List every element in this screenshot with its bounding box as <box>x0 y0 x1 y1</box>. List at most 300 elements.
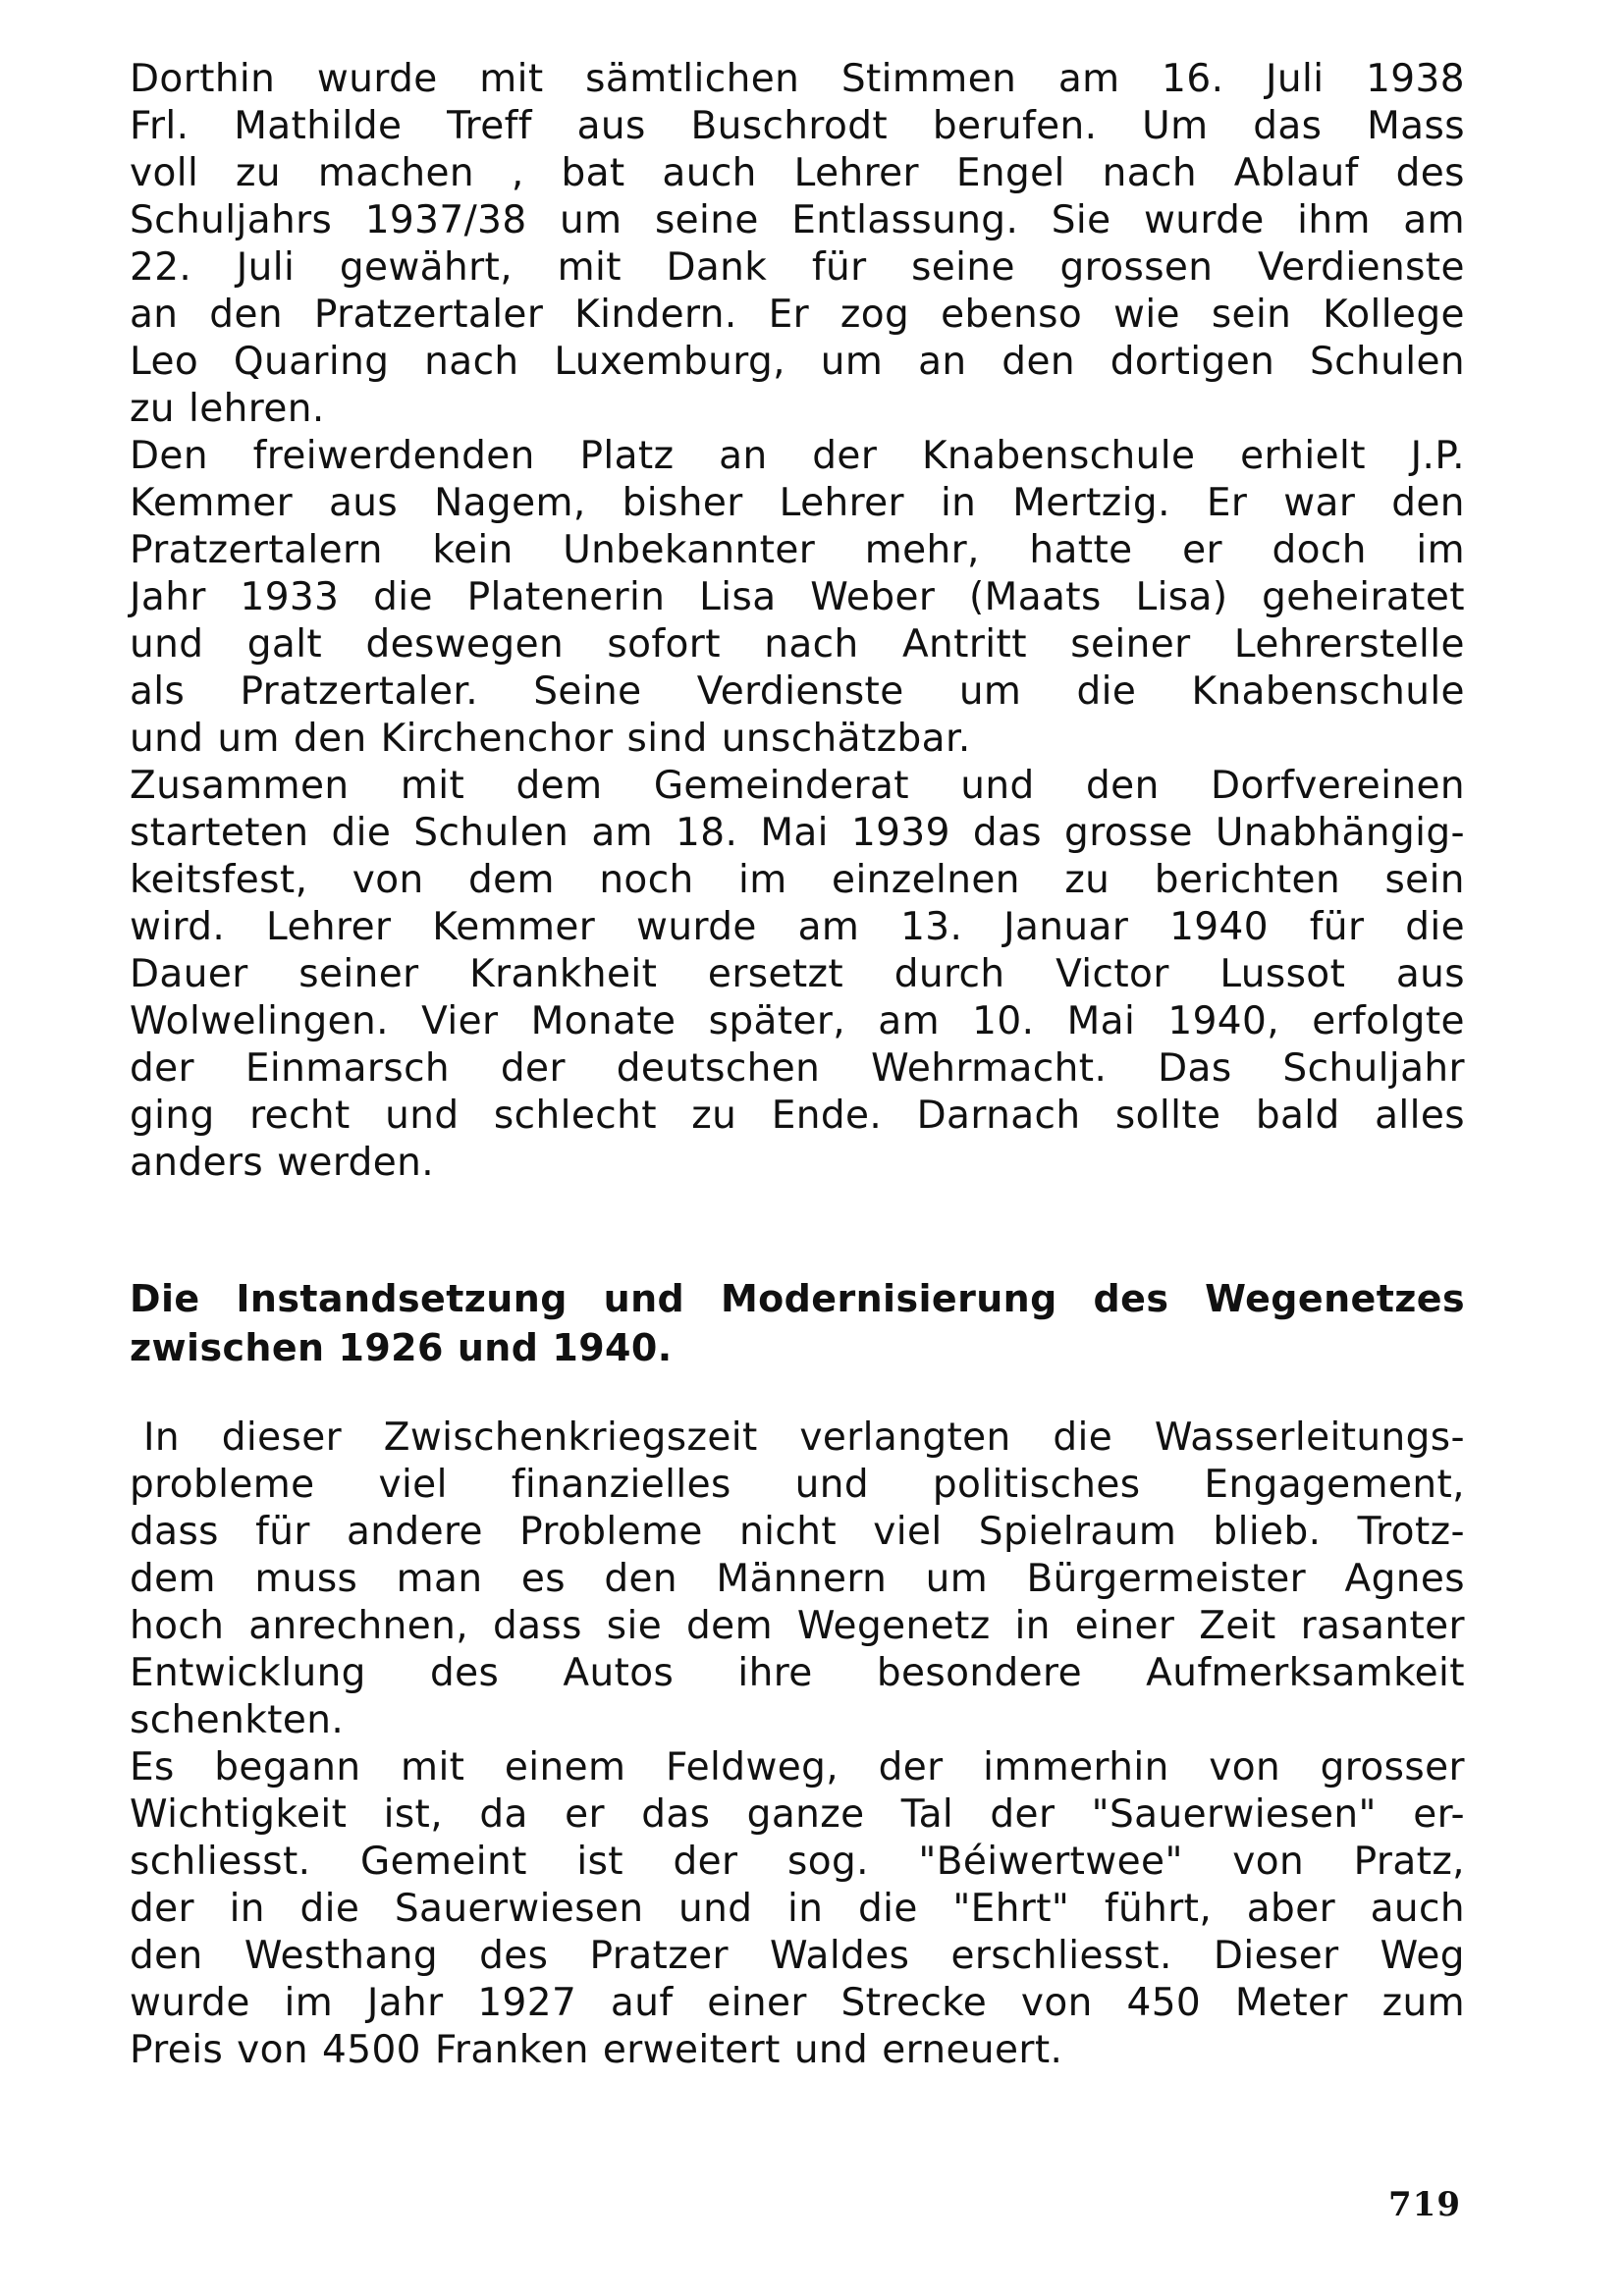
word: zum <box>1381 1981 1465 2025</box>
word: um <box>925 1557 989 1601</box>
word: Er <box>1206 481 1248 525</box>
word: die <box>1405 905 1465 949</box>
word: bat <box>561 151 625 195</box>
word: zu <box>236 151 282 195</box>
word: Weber <box>810 575 936 619</box>
word: 16. <box>1162 57 1224 101</box>
word: seine <box>654 198 759 242</box>
word: Lisa) <box>1135 575 1228 619</box>
word: wurde <box>1143 198 1265 242</box>
word: Wasserleitungs- <box>1154 1415 1465 1460</box>
word: viel <box>378 1463 448 1507</box>
word: starteten <box>130 811 309 855</box>
section-heading <box>130 1274 1465 1372</box>
word: aus <box>576 104 646 148</box>
word: seiner <box>298 952 419 996</box>
word: 4500 <box>322 2028 421 2072</box>
word: der <box>130 1887 194 1931</box>
word: Autos <box>563 1651 675 1695</box>
word: Feldweg, <box>665 1745 839 1789</box>
word: immerhin <box>983 1745 1169 1789</box>
word: Spielraum <box>978 1510 1177 1554</box>
word: Schuljahr <box>1282 1046 1465 1091</box>
word: Schulen <box>1310 340 1465 384</box>
word: Verdienste <box>1257 245 1465 290</box>
word: Monate <box>530 999 677 1043</box>
word: recht <box>249 1094 351 1138</box>
word: den <box>1086 764 1160 808</box>
text-line <box>130 951 1465 998</box>
word: Schuljahrs <box>130 198 333 242</box>
text-line <box>130 1650 1465 1697</box>
page-number: 719 <box>1388 2185 1461 2224</box>
text-line <box>130 527 1465 574</box>
word: berufen. <box>932 104 1098 148</box>
word: Dauer <box>130 952 248 996</box>
word: seiner <box>1070 622 1191 667</box>
word: des <box>429 1651 500 1695</box>
word: anrechnen, <box>248 1604 469 1648</box>
word: Agnes <box>1344 1557 1465 1601</box>
text-line <box>130 2027 1465 2074</box>
word: das <box>641 1792 711 1837</box>
word: bald <box>1255 1094 1340 1138</box>
text-line <box>130 56 1465 103</box>
text-line <box>130 244 1465 292</box>
word: voll <box>130 151 199 195</box>
word: sind <box>626 717 708 761</box>
text-line <box>130 1980 1465 2027</box>
word: im <box>284 1981 334 2025</box>
word: Unbekannter <box>563 528 816 572</box>
word: die <box>1076 669 1137 714</box>
word: und <box>130 717 204 761</box>
word: 1940 <box>1169 905 1269 949</box>
word: Wolwelingen. <box>130 999 389 1043</box>
word: um <box>820 340 884 384</box>
word: wurde <box>316 57 438 101</box>
word: in <box>940 481 977 525</box>
word: der <box>673 1840 738 1884</box>
word: sofort <box>607 622 721 667</box>
word: der <box>990 1792 1056 1837</box>
text-line <box>130 1140 1465 1187</box>
text-line <box>130 716 1465 763</box>
word: Männern <box>716 1557 888 1601</box>
word: dass <box>492 1604 582 1648</box>
word: Das <box>1158 1046 1232 1091</box>
word: dieser <box>221 1415 343 1460</box>
word: zu <box>130 387 175 431</box>
word: wird. <box>130 905 226 949</box>
word: Krankheit <box>469 952 658 996</box>
word: einzelnen <box>832 858 1020 902</box>
word: des <box>1395 151 1465 195</box>
word: an <box>719 434 768 478</box>
word: in <box>229 1887 265 1931</box>
word: deswegen <box>365 622 565 667</box>
word: Januar <box>1003 905 1129 949</box>
word: der <box>130 1046 194 1091</box>
word: und <box>793 2028 869 2072</box>
word: Strecke <box>840 1981 988 2025</box>
text-line <box>130 668 1465 716</box>
word: verlangten <box>799 1415 1011 1460</box>
word: nach <box>1102 151 1197 195</box>
text-block-bottom <box>130 1415 1465 2074</box>
word: in <box>1014 1604 1051 1648</box>
word: Lehrer <box>779 481 904 525</box>
word: Mertzig. <box>1012 481 1170 525</box>
word: Die <box>130 1277 200 1320</box>
word: Wegenetz <box>796 1604 991 1648</box>
word: Entlassung. <box>791 198 1019 242</box>
word: Preis <box>130 2028 224 2072</box>
word: am <box>878 999 940 1043</box>
word: auf <box>610 1981 674 2025</box>
text-line <box>130 1933 1465 1980</box>
word: hoch <box>130 1604 225 1648</box>
word: rasanter <box>1300 1604 1465 1648</box>
word: seine <box>911 245 1015 290</box>
word: Knabenschule <box>921 434 1196 478</box>
word: Pratzertaler. <box>240 669 479 714</box>
word: grosse <box>1064 811 1193 855</box>
word: für <box>1309 905 1365 949</box>
word: die <box>299 1887 360 1931</box>
word: und <box>130 622 204 667</box>
word: Waldes <box>770 1934 910 1978</box>
word: Schulen <box>413 811 569 855</box>
word: Es <box>130 1745 175 1789</box>
word: an <box>130 293 179 337</box>
text-line <box>130 386 1465 433</box>
paragraph <box>130 763 1465 1187</box>
word: anders <box>130 1141 264 1185</box>
word: Westhang <box>244 1934 438 1978</box>
word: Darnach <box>916 1094 1081 1138</box>
text-line <box>130 763 1465 810</box>
word: Meter <box>1234 1981 1348 2025</box>
word: Lehrerstelle <box>1233 622 1465 667</box>
word: von <box>352 858 424 902</box>
word: 1939 <box>850 811 950 855</box>
word: Verdienste <box>696 669 904 714</box>
word: Seine <box>533 669 642 714</box>
word: (Maats <box>969 575 1102 619</box>
word: unschätzbar. <box>721 717 971 761</box>
word: ersetzt <box>707 952 844 996</box>
text-block-top <box>130 56 1465 1187</box>
text-line <box>130 292 1465 339</box>
paragraph <box>130 1274 1465 1372</box>
word: und <box>794 1463 870 1507</box>
word: war <box>1283 481 1356 525</box>
word: am <box>1057 57 1120 101</box>
word: um <box>958 669 1022 714</box>
word: und <box>678 1887 753 1931</box>
word: den <box>293 717 367 761</box>
word: nicht <box>739 1510 838 1554</box>
word: Weg <box>1380 1934 1465 1978</box>
word: Kemmer <box>130 481 294 525</box>
word: Einmarsch <box>244 1046 451 1091</box>
word: ging <box>130 1094 215 1138</box>
word: zwischen <box>130 1326 325 1369</box>
word: Gemeint <box>359 1840 527 1884</box>
word: blieb. <box>1213 1510 1322 1554</box>
word: und <box>960 764 1035 808</box>
word: erweitert <box>602 2028 781 2072</box>
word: um <box>559 198 623 242</box>
text-line <box>130 998 1465 1045</box>
word: von <box>1232 1840 1305 1884</box>
word: 1937/38 <box>364 198 527 242</box>
word: sein <box>1384 858 1465 902</box>
word: Jahr <box>366 1981 444 2025</box>
word: dem <box>467 858 555 902</box>
word: gewährt, <box>339 245 514 290</box>
word: die <box>331 811 392 855</box>
text-line <box>130 621 1465 668</box>
word: ebenso <box>941 293 1083 337</box>
word: und <box>385 1094 460 1138</box>
paragraph <box>130 1415 1465 1744</box>
word: J.P. <box>1410 434 1465 478</box>
word: Wehrmacht. <box>871 1046 1108 1091</box>
word: dem <box>686 1604 773 1648</box>
word: ihm <box>1297 198 1371 242</box>
word: Knabenschule <box>1191 669 1465 714</box>
word: Lehrer <box>793 151 919 195</box>
word: wie <box>1113 293 1180 337</box>
word: als <box>130 669 186 714</box>
word: Probleme <box>519 1510 703 1554</box>
word: werden. <box>277 1141 435 1185</box>
word: Mathilde <box>234 104 403 148</box>
word: einer <box>707 1981 807 2025</box>
paragraph <box>130 1744 1465 2074</box>
word: andere <box>347 1510 483 1554</box>
word: Instandsetzung <box>236 1277 568 1320</box>
word: der <box>812 434 878 478</box>
word: Dorthin <box>130 57 276 101</box>
word: 450 <box>1126 1981 1202 2025</box>
word: Sauerwiesen <box>394 1887 644 1931</box>
text-line <box>130 574 1465 621</box>
word: 1933 <box>240 575 340 619</box>
word: ganze <box>746 1792 865 1837</box>
word: da <box>479 1792 528 1837</box>
word: am <box>591 811 654 855</box>
text-line <box>130 1415 1465 1462</box>
word: Unabhängig- <box>1215 811 1465 855</box>
word: erneuert. <box>882 2028 1063 2072</box>
word: alles <box>1375 1094 1465 1138</box>
word: für <box>255 1510 310 1554</box>
word: mit <box>479 57 544 101</box>
word: Juli <box>236 245 296 290</box>
word: 1940. <box>552 1326 673 1369</box>
word: erfolgte <box>1312 999 1465 1043</box>
word: dass <box>130 1510 219 1554</box>
text-line <box>130 1603 1465 1650</box>
word: an <box>918 340 967 384</box>
word: Dank <box>666 245 768 290</box>
word: wurde <box>130 1981 250 2025</box>
word: 1927 <box>477 1981 577 2025</box>
word: sämtlichen <box>585 57 800 101</box>
word: Lisa <box>699 575 777 619</box>
word: zog <box>839 293 910 337</box>
word: Gemeinderat <box>653 764 909 808</box>
word: "Ehrt" <box>952 1887 1070 1931</box>
word: zu <box>691 1094 737 1138</box>
word: politisches <box>932 1463 1141 1507</box>
word: aus <box>328 481 399 525</box>
word: im <box>738 858 787 902</box>
word: von <box>237 2028 309 2072</box>
word: im <box>1416 528 1465 572</box>
word: Ende. <box>771 1094 883 1138</box>
word: Pratzertaler <box>313 293 544 337</box>
word: Wegenetzes <box>1205 1277 1465 1320</box>
word: lehren. <box>189 387 325 431</box>
word: sollte <box>1114 1094 1221 1138</box>
word: schenkten. <box>130 1698 345 1742</box>
text-line <box>130 1886 1465 1933</box>
word: Pratzertalern <box>130 528 383 572</box>
word: Aufmerksamkeit <box>1146 1651 1465 1695</box>
word: den <box>130 1934 203 1978</box>
paragraph <box>130 56 1465 433</box>
word: Bürgermeister <box>1026 1557 1307 1601</box>
word: mehr, <box>864 528 980 572</box>
word: nach <box>424 340 519 384</box>
word: viel <box>873 1510 943 1554</box>
paragraph <box>130 433 1465 763</box>
word: Buschrodt <box>690 104 889 148</box>
word: Victor <box>1056 952 1169 996</box>
text-line <box>130 1697 1465 1744</box>
word: geheiratet <box>1262 575 1465 619</box>
word: einer <box>1074 1604 1175 1648</box>
word: besondere <box>876 1651 1082 1695</box>
word: Jahr <box>130 575 206 619</box>
word: mit <box>557 245 622 290</box>
word: er- <box>1413 1792 1465 1837</box>
word: wurde <box>636 905 757 949</box>
text-line <box>130 1093 1465 1140</box>
word: nach <box>764 622 859 667</box>
word: "Béiwertwee" <box>918 1840 1183 1884</box>
word: Um <box>1142 104 1209 148</box>
word: 1938 <box>1366 57 1465 101</box>
word: Entwicklung <box>130 1651 366 1695</box>
word: 22. <box>130 245 192 290</box>
word: von <box>1209 1745 1281 1789</box>
word: auch <box>662 151 757 195</box>
text-line <box>130 810 1465 857</box>
word: 18. <box>676 811 738 855</box>
word: der <box>500 1046 566 1091</box>
word: später, <box>708 999 846 1043</box>
word: um <box>217 717 280 761</box>
word: am <box>797 905 860 949</box>
word: noch <box>599 858 694 902</box>
word: begann <box>214 1745 361 1789</box>
word: Sie <box>1051 198 1111 242</box>
text-line <box>130 197 1465 244</box>
word: und <box>603 1277 685 1320</box>
word: Stimmen <box>840 57 1017 101</box>
word: Trotz- <box>1357 1510 1465 1554</box>
text-line <box>130 1462 1465 1509</box>
text-line <box>130 1045 1465 1093</box>
word: Mass <box>1367 104 1465 148</box>
word: grosser <box>1320 1745 1465 1789</box>
word: machen <box>317 151 475 195</box>
word: galt <box>246 622 323 667</box>
word: Modernisierung <box>720 1277 1057 1320</box>
word: ist <box>576 1840 623 1884</box>
word: freiwerdenden <box>252 434 535 478</box>
word: , <box>511 151 524 195</box>
word: den <box>1391 481 1465 525</box>
text-line <box>130 1556 1465 1603</box>
word: führt, <box>1104 1887 1213 1931</box>
word: 1940, <box>1167 999 1280 1043</box>
word: die <box>857 1887 918 1931</box>
word: Vier <box>421 999 499 1043</box>
word: Nagem, <box>434 481 586 525</box>
word: Pratz, <box>1353 1840 1465 1884</box>
word: Kollege <box>1323 293 1465 337</box>
word: probleme <box>130 1463 315 1507</box>
word: auch <box>1370 1887 1465 1931</box>
word: des <box>479 1934 549 1978</box>
word: man <box>396 1557 483 1601</box>
word: 10. <box>972 999 1035 1043</box>
text-line <box>130 1839 1465 1886</box>
word: Engel <box>955 151 1065 195</box>
word: erschliesst. <box>950 1934 1172 1978</box>
word: Frl. <box>130 104 189 148</box>
text-line <box>130 1791 1465 1839</box>
word: berichten <box>1154 858 1341 902</box>
word: Mai <box>1066 999 1136 1043</box>
word: mit <box>400 764 465 808</box>
word: hatte <box>1029 528 1133 572</box>
word: am <box>1403 198 1465 242</box>
text-line <box>130 480 1465 527</box>
word: Juli <box>1265 57 1325 101</box>
text-line <box>130 1323 1465 1372</box>
word: Kindern. <box>574 293 737 337</box>
word: Tal <box>900 1792 954 1837</box>
word: Zwischenkriegszeit <box>383 1415 758 1460</box>
word: dortigen <box>1110 340 1275 384</box>
word: bisher <box>622 481 743 525</box>
word: es <box>520 1557 566 1601</box>
word: der <box>878 1745 944 1789</box>
word: dem <box>130 1557 216 1601</box>
word: Den <box>130 434 208 478</box>
word: Dieser <box>1213 1934 1339 1978</box>
word: 1926 <box>338 1326 444 1369</box>
word: schliesst. <box>130 1840 311 1884</box>
word: Platz <box>579 434 675 478</box>
